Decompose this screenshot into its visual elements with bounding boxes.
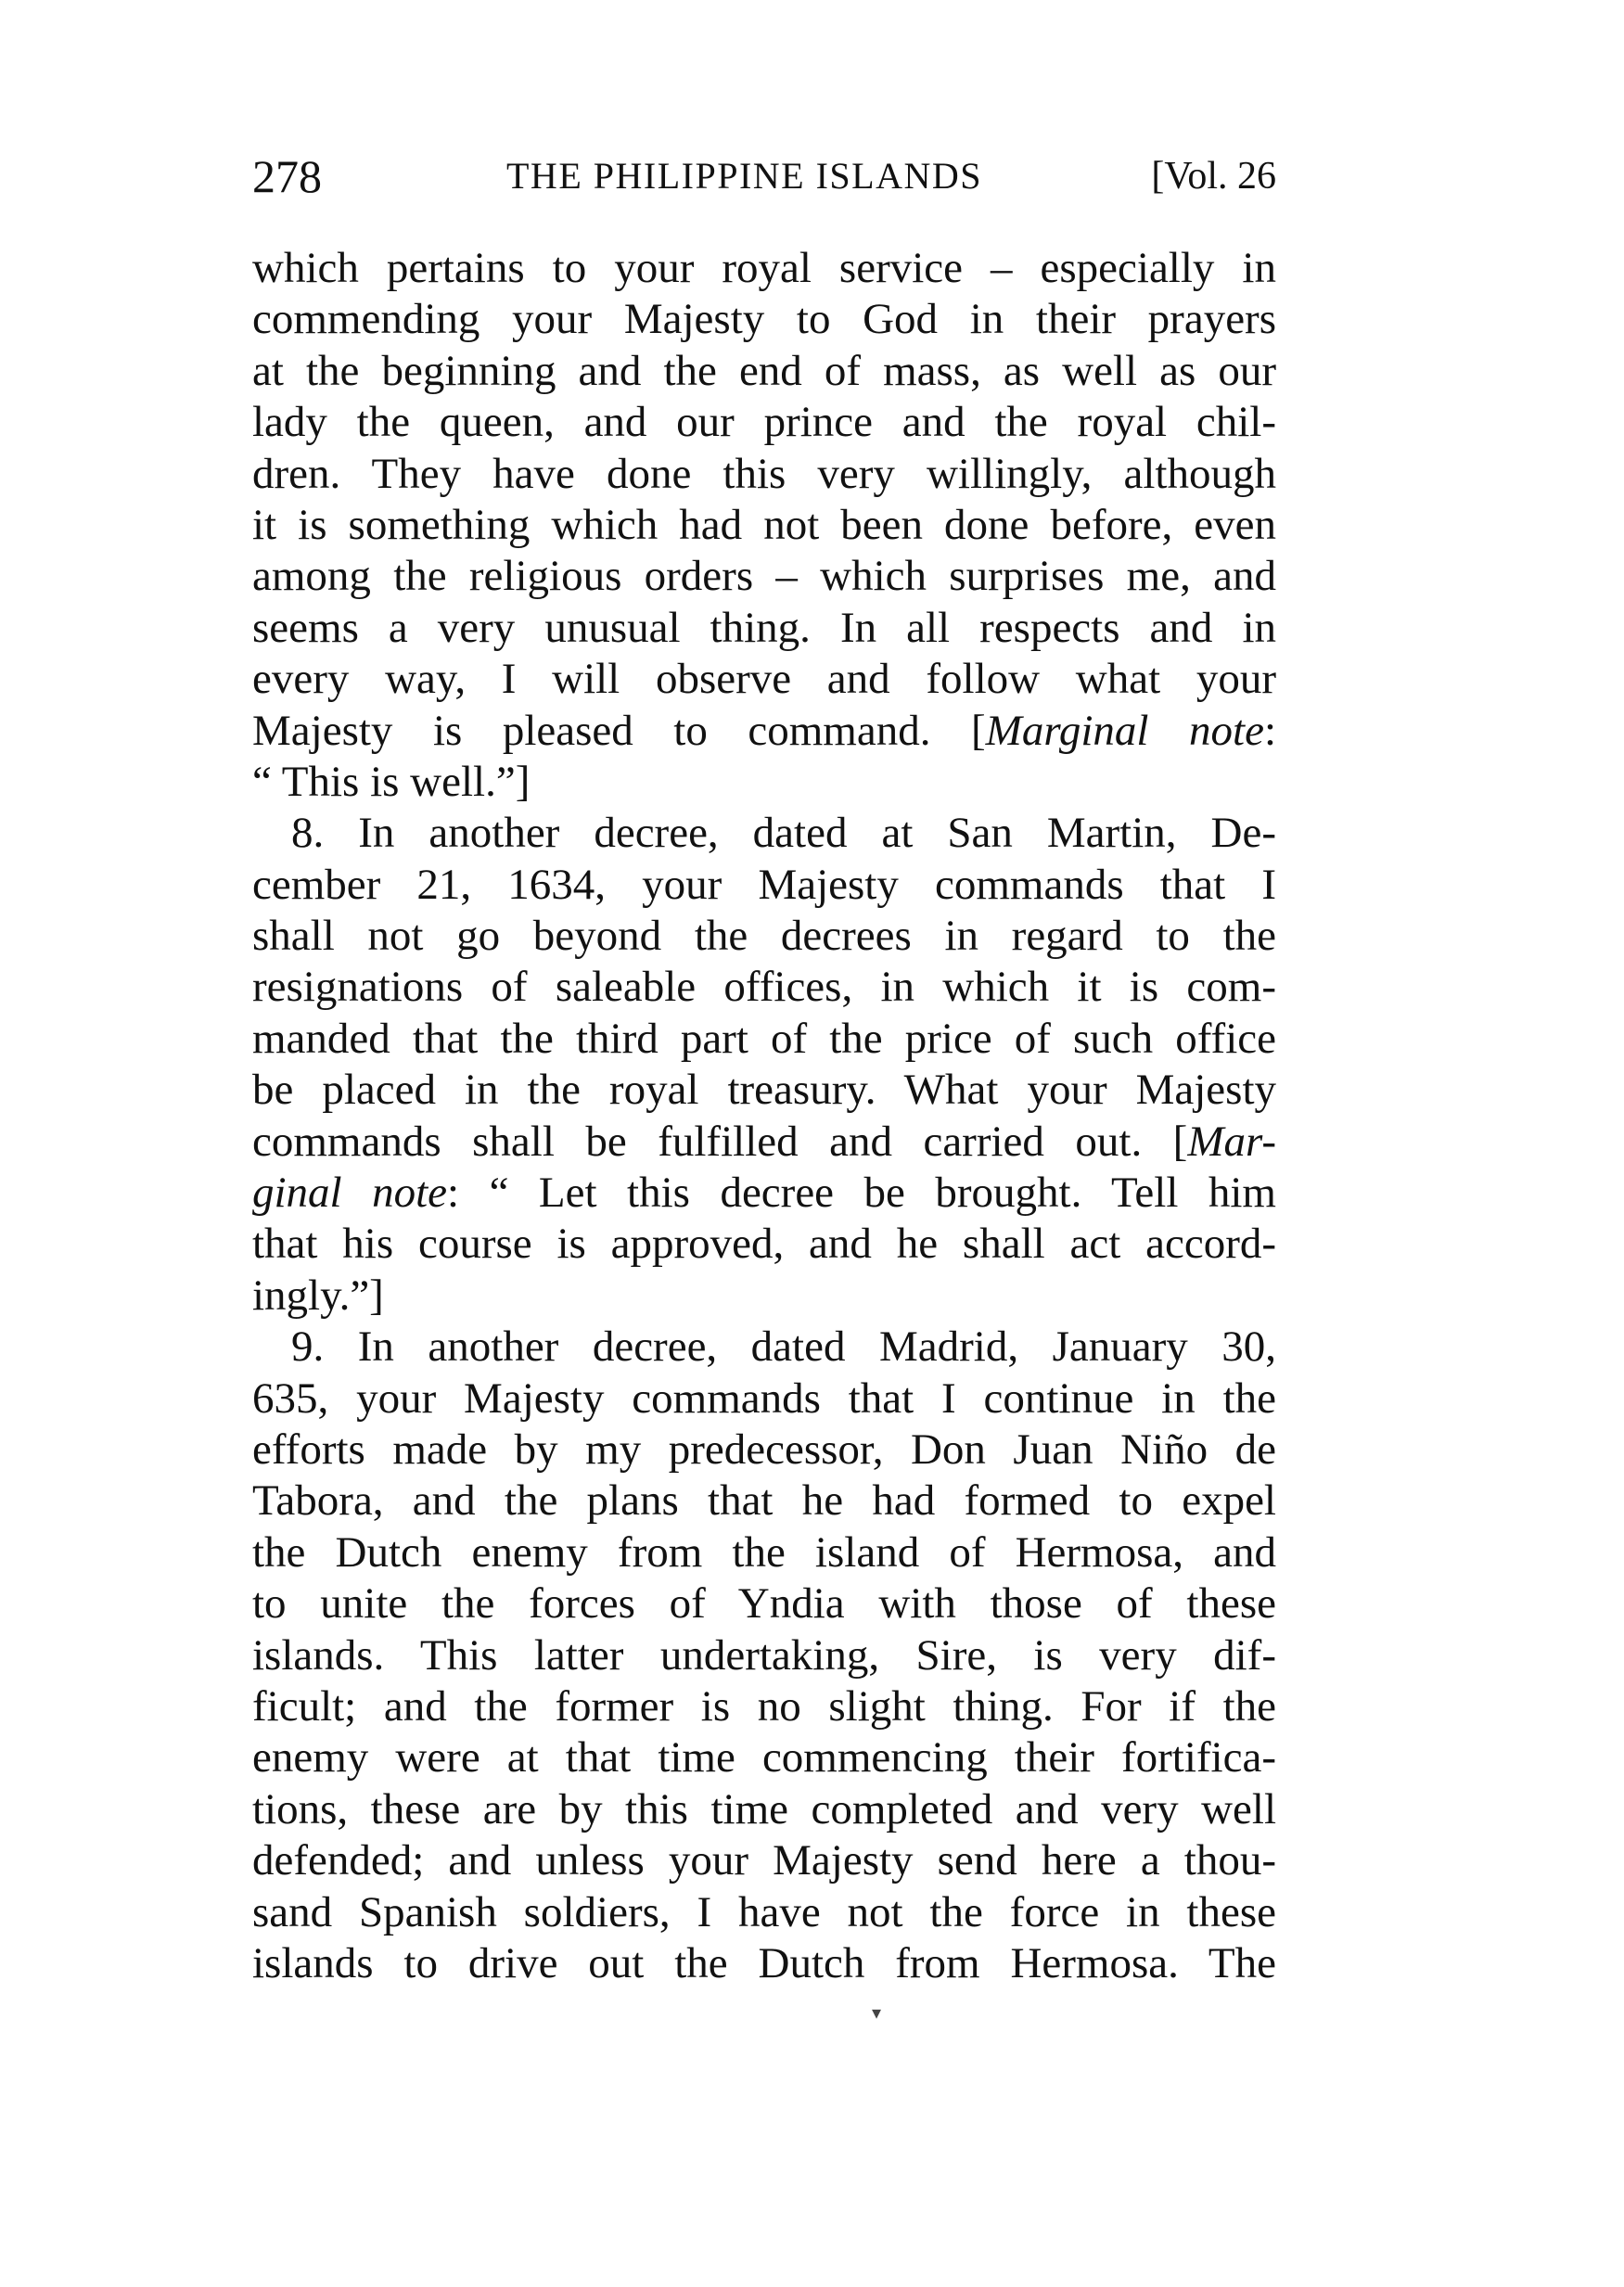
- text-line: lady the queen, and our prince and the royal chil-: [252, 398, 1276, 447]
- text-line: resignations of saleable offices, in which it is com-: [252, 963, 1276, 1012]
- text-line: commands shall be fulfilled and carried out. [Mar-: [252, 1117, 1276, 1166]
- text-line: the Dutch enemy from the island of Hermosa, and: [252, 1527, 1276, 1577]
- paragraph-8-start: 8. In another decree, dated at San Martin, De-: [291, 809, 1276, 858]
- text-line: that his course is approved, and he shall act accord-: [252, 1220, 1276, 1269]
- text-line: to unite the forces of Yndia with those of these: [252, 1579, 1276, 1629]
- text-line: tions, these are by this time completed and very well: [252, 1784, 1276, 1833]
- text-line: efforts made by my predecessor, Don Juan Niño de: [252, 1425, 1276, 1474]
- running-title: THE PHILIPPINE ISLANDS: [506, 155, 982, 197]
- text-line: sand Spanish soldiers, I have not the force in these: [252, 1887, 1276, 1936]
- text-line: it is something which had not been done before, even: [252, 500, 1276, 549]
- text-line: cember 21, 1634, your Majesty commands that I: [252, 860, 1276, 909]
- text-line: Majesty is pleased to command. [Marginal note:: [252, 706, 1277, 755]
- text-line: ingly.”]: [252, 1271, 384, 1320]
- text-line: ficult; and the former is no slight thing. For if the: [252, 1681, 1276, 1731]
- volume-reference: [Vol. 26: [1151, 155, 1276, 198]
- text-line: ginal note: “ Let this decree be brought. Tell him: [252, 1169, 1276, 1218]
- text-line: among the religious orders – which surprises me, and: [252, 552, 1276, 601]
- text-line: defended; and unless your Majesty send here a thou-: [252, 1836, 1276, 1885]
- text-line: at the beginning and the end of mass, as well as our: [252, 346, 1276, 395]
- text-line: every way, I will observe and follow what your: [252, 655, 1276, 704]
- print-mark: ▾: [872, 2003, 882, 2024]
- page-header: [252, 148, 1276, 204]
- text-line: “ This is well.”]: [252, 757, 531, 806]
- text-line: enemy were at that time commencing their fortifica-: [252, 1733, 1276, 1782]
- paragraph-9-start: 9. In another decree, dated Madrid, January 30,: [291, 1322, 1276, 1372]
- text-line: 635, your Majesty commands that I continue in the: [252, 1373, 1276, 1423]
- text-line: islands. This latter undertaking, Sire, is very dif-: [252, 1630, 1276, 1680]
- text-line: shall not go beyond the decrees in regard to the: [252, 912, 1276, 961]
- text-line: dren. They have done this very willingly, although: [252, 449, 1276, 498]
- marginal-note-label: ginal note: [252, 1169, 448, 1218]
- text-line: seems a very unusual thing. In all respects and in: [252, 603, 1276, 652]
- text-line: be placed in the royal treasury. What your Majesty: [252, 1066, 1276, 1115]
- text-line: manded that the third part of the price of such office: [252, 1014, 1276, 1063]
- text-line: commending your Majesty to God in their prayers: [252, 295, 1276, 344]
- marginal-note-label: Marginal note: [985, 706, 1264, 755]
- text-line: islands to drive out the Dutch from Hermosa. The: [252, 1938, 1276, 1987]
- marginal-note-label: Mar-: [1187, 1117, 1276, 1166]
- page-number: 278: [252, 150, 322, 202]
- body-text: [252, 243, 1276, 1989]
- text-line: which pertains to your royal service – especially in: [252, 244, 1276, 292]
- text-line: Tabora, and the plans that he had formed to expel: [252, 1476, 1276, 1526]
